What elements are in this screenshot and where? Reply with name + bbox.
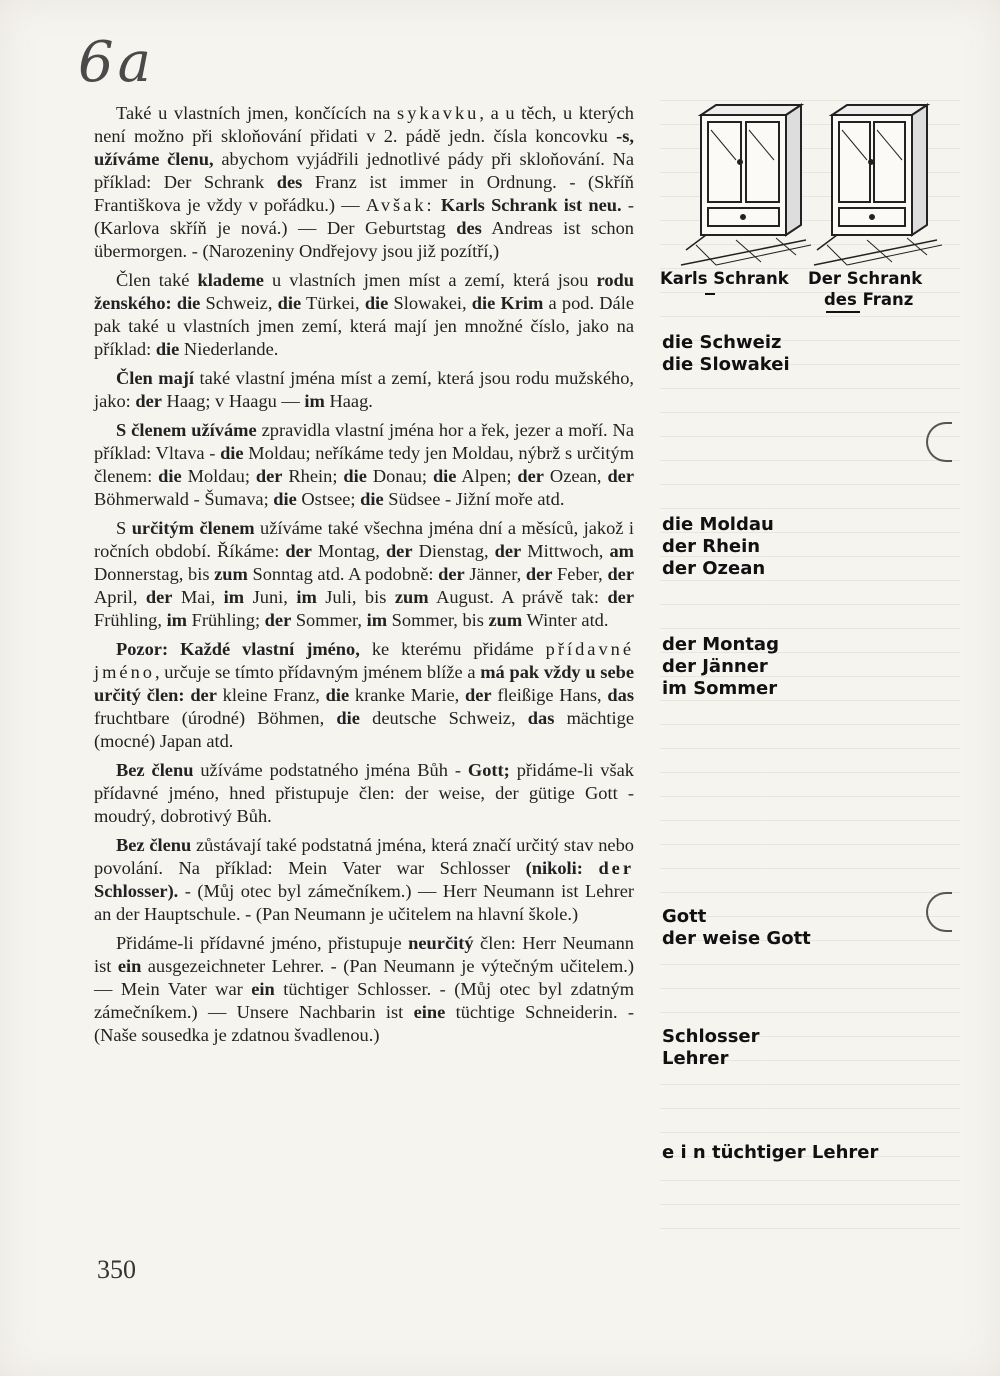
wardrobe-illustration-karls bbox=[676, 100, 816, 270]
paragraph bbox=[94, 759, 634, 828]
text-run: Donau; bbox=[366, 466, 433, 486]
paragraph bbox=[94, 638, 634, 753]
text-run: Karls Schrank ist neu. bbox=[440, 195, 622, 215]
text-run: eine bbox=[413, 1002, 446, 1022]
text-run: rodu ženského: bbox=[94, 270, 634, 313]
text-run: Juli, bis bbox=[316, 587, 395, 607]
text-run: der bbox=[135, 391, 162, 411]
text-run: mächtige (mocné) Japan atd. bbox=[94, 708, 634, 751]
text-run: Juni, bbox=[244, 587, 297, 607]
text-run: Schlosser). bbox=[94, 881, 179, 901]
example-line: der Ozean bbox=[662, 558, 766, 579]
text-run: Přidáme-li přídavné jméno, přistupuje bbox=[116, 933, 409, 953]
text-run: - (Karlova skříň je nová.) — Der Geburtstag bbox=[94, 195, 634, 238]
text-run: abychom vyjádřili jednotlivé pády při skloňování. Na příklad: Der Schrank bbox=[94, 149, 634, 192]
text-run: die bbox=[158, 466, 182, 486]
text-run: zum bbox=[394, 587, 429, 607]
text-run: Rhein; bbox=[282, 466, 344, 486]
wardrobe-illustration-franz bbox=[812, 100, 952, 270]
text-run: S členem užíváme bbox=[116, 420, 257, 440]
text-run: Mai, bbox=[172, 587, 224, 607]
paragraph bbox=[94, 517, 634, 632]
example-line: im Sommer bbox=[662, 678, 778, 699]
text-run: im bbox=[166, 610, 187, 630]
text-run: der bbox=[285, 541, 312, 561]
text-run: klademe bbox=[197, 270, 264, 290]
text-run: zum bbox=[214, 564, 248, 584]
text-run: Böhmerwald - Šumava; bbox=[94, 489, 274, 509]
caption-karls-schrank: Karls Schrank bbox=[660, 269, 789, 288]
text-run: im bbox=[304, 391, 325, 411]
text-run: die bbox=[176, 293, 201, 313]
example-line: Schlosser bbox=[662, 1026, 760, 1047]
example-line: die Schweiz bbox=[662, 332, 782, 353]
example-line: der weise Gott bbox=[662, 928, 811, 949]
text-run: u vlastních jmen míst a zemí, která jsou bbox=[263, 270, 597, 290]
text-run: der bbox=[385, 541, 413, 561]
text-run: ausgezeichneter Lehrer. - (Pan Neumann je výtečným učitelem.) — Mein Vater war bbox=[94, 956, 634, 999]
text-run: Gott; bbox=[467, 760, 510, 780]
example-line: die Slowakei bbox=[662, 354, 790, 375]
examples-gott bbox=[662, 906, 811, 950]
text-run: Sommer, bis bbox=[387, 610, 489, 630]
text-run: deutsche Schweiz, bbox=[359, 708, 528, 728]
text-run: Moldau; bbox=[181, 466, 256, 486]
text-run: der bbox=[464, 685, 492, 705]
paragraph bbox=[94, 834, 634, 926]
text-run: das bbox=[527, 708, 555, 728]
text-run: Jänner, bbox=[464, 564, 526, 584]
examples-professions bbox=[662, 1026, 760, 1070]
text-run: der bbox=[607, 564, 634, 584]
text-run: im bbox=[366, 610, 388, 630]
examples-days-months bbox=[662, 634, 779, 700]
text-run: die Krim bbox=[471, 293, 544, 313]
text-run: také vlastní jména míst a zemí, která jsou rodu mužského, jako: bbox=[94, 368, 634, 411]
text-run: Schweiz, bbox=[200, 293, 278, 313]
example-line: der Jänner bbox=[662, 656, 768, 677]
page-number: 350 bbox=[97, 1255, 136, 1284]
text-run: přídavné jméno bbox=[94, 639, 634, 682]
examples-feminine-countries bbox=[662, 332, 790, 376]
text-run: sykavku bbox=[397, 103, 480, 123]
text-run: im bbox=[296, 587, 317, 607]
text-run: der bbox=[598, 858, 634, 878]
example-line: der Montag bbox=[662, 634, 779, 655]
text-run: -s, užíváme členu, bbox=[94, 126, 634, 169]
paragraph bbox=[94, 932, 634, 1047]
text-run: Südsee - Jižní moře atd. bbox=[383, 489, 565, 509]
text-run: Mittwoch, bbox=[521, 541, 610, 561]
text-run: Haag; v Haagu — bbox=[161, 391, 305, 411]
text-run: die bbox=[360, 489, 384, 509]
text-run: - (Můj otec byl zámečníkem.) — Herr Neumann ist Lehrer an der Hauptschule. - (Pan Neumann je učitelem na hlavní škole.) bbox=[94, 881, 634, 924]
paragraph bbox=[94, 269, 634, 361]
text-run: Ostsee; bbox=[296, 489, 361, 509]
text-run: užíváme podstatného jména Bůh - bbox=[193, 760, 468, 780]
text-run: ein bbox=[117, 956, 142, 976]
text-run: S bbox=[116, 518, 132, 538]
text-run: Franz ist immer in Ordnung. - (Skříň Františkova je vždy v pořádku.) — bbox=[94, 172, 634, 215]
example-line: die Moldau bbox=[662, 514, 774, 535]
text-run: Slowakei, bbox=[388, 293, 472, 313]
text-run: fruchtbare (úrodné) Böhmen, bbox=[94, 708, 337, 728]
caption-underline-karls bbox=[705, 293, 715, 295]
text-run: das bbox=[607, 685, 635, 705]
text-run: der bbox=[264, 610, 292, 630]
text-run: die bbox=[277, 293, 302, 313]
paragraph bbox=[94, 419, 634, 511]
text-run: der bbox=[145, 587, 173, 607]
text-run: ein bbox=[251, 979, 275, 999]
text-run: Haag. bbox=[324, 391, 373, 411]
text-run: Pozor: bbox=[116, 639, 169, 659]
text-run: des bbox=[456, 218, 482, 238]
text-run: Niederlande. bbox=[179, 339, 279, 359]
text-run bbox=[168, 639, 180, 659]
text-run: určitým členem bbox=[131, 518, 255, 538]
text-run: der bbox=[525, 564, 553, 584]
caption-underline-des bbox=[826, 311, 860, 313]
text-run: Donnerstag, bis bbox=[94, 564, 215, 584]
text-run: tüchtiger Schlosser. - (Můj otec byl zdatným zámečníkem.) — Unsere Nachbarin ist bbox=[94, 979, 635, 1022]
text-run: der bbox=[438, 564, 465, 584]
text-run: Sommer, bbox=[291, 610, 367, 630]
text-run: Frühling; bbox=[187, 610, 265, 630]
text-run: Sonntag atd. A podobně: bbox=[247, 564, 439, 584]
text-run: die bbox=[273, 489, 297, 509]
text-run: die bbox=[343, 466, 367, 486]
text-run: Člen mají bbox=[116, 368, 195, 388]
paragraph bbox=[94, 102, 634, 263]
example-line: Lehrer bbox=[662, 1048, 729, 1069]
text-run: Feber, bbox=[552, 564, 608, 584]
text-run: Ozean, bbox=[543, 466, 608, 486]
text-run: am bbox=[609, 541, 634, 561]
text-run: Alpen; bbox=[456, 466, 518, 486]
text-run: zum bbox=[488, 610, 523, 630]
text-run: zpravidla vlastní jména hor a řek, jezer a moří. Na příklad: Vltava - bbox=[94, 420, 634, 463]
text-run: přidáme-li však přídavné jméno, hned přistupuje člen: der weise, der gütige Gott - moudrý, dobrotivý Bůh. bbox=[94, 760, 634, 826]
text-run: kranke Marie, bbox=[349, 685, 465, 705]
text-run: die bbox=[432, 466, 457, 486]
caption-des-franz: des Franz bbox=[824, 290, 914, 309]
example-line: e i n tüchtiger Lehrer bbox=[662, 1142, 879, 1163]
main-text-column bbox=[94, 102, 634, 1053]
text-run: neurčitý bbox=[408, 933, 474, 953]
text-run: ke kterému přidáme bbox=[359, 639, 546, 659]
paragraph bbox=[94, 367, 634, 413]
text-run: má pak vždy u sebe určitý člen: bbox=[94, 662, 634, 705]
text-run: Bez členu bbox=[116, 835, 192, 855]
text-run: (nikoli: bbox=[525, 858, 599, 878]
text-run: tüchtige Schneiderin. - (Naše sousedka je zdatnou švadlenou.) bbox=[94, 1002, 634, 1045]
text-run: der bbox=[607, 587, 634, 607]
text-run: die bbox=[325, 685, 350, 705]
text-run: die bbox=[155, 339, 180, 359]
text-run: a pod. Dále pak také u vlastních jmen zemí, která mají jen množné číslo, jako na příklad: bbox=[94, 293, 634, 359]
text-run: Montag, bbox=[311, 541, 386, 561]
text-run: , určuje se tímto přídavným jménem blíže a bbox=[154, 662, 481, 682]
text-run: die bbox=[364, 293, 389, 313]
text-run: August. A právě tak: bbox=[428, 587, 608, 607]
text-run: Frühling, bbox=[94, 610, 167, 630]
text-run: , a u těch, u kterých není možno při skloňování přidati v 2. pádě jedn. čísla koncovku bbox=[94, 103, 634, 146]
text-run: April, bbox=[94, 587, 146, 607]
text-run: Každé vlastní jméno, bbox=[180, 639, 360, 659]
example-line: Gott bbox=[662, 906, 707, 927]
text-run: zůstávají také podstatná jména, která značí určitý stav nebo povolání. Na příklad: Mein Vater war Schlosser bbox=[94, 835, 634, 878]
examples-rivers-seas bbox=[662, 514, 774, 580]
text-run: die bbox=[220, 443, 244, 463]
text-run: der bbox=[607, 466, 634, 486]
text-run: Winter atd. bbox=[522, 610, 609, 630]
text-run: der bbox=[190, 685, 217, 705]
text-run: Člen také bbox=[116, 270, 198, 290]
text-run: die bbox=[336, 708, 360, 728]
text-run: Türkei, bbox=[301, 293, 365, 313]
text-run: člen: Herr Neumann ist bbox=[94, 933, 634, 976]
text-run: der bbox=[517, 466, 544, 486]
text-run: des bbox=[276, 172, 303, 192]
text-run: Avšak: bbox=[365, 195, 435, 215]
text-run: im bbox=[223, 587, 245, 607]
text-run: der bbox=[255, 466, 283, 486]
caption-der-schrank: Der Schrank bbox=[808, 269, 923, 288]
examples-indefinite-article bbox=[662, 1142, 878, 1164]
text-run: Andreas ist schon übermorgen. - (Narozeniny Ondřejovy jsou již pozítří,) bbox=[94, 218, 634, 261]
example-line: der Rhein bbox=[662, 536, 761, 557]
text-run: kleine Franz, bbox=[216, 685, 326, 705]
handwritten-page-mark: 6a bbox=[78, 30, 156, 95]
text-run: fleißige Hans, bbox=[491, 685, 608, 705]
text-run: der bbox=[494, 541, 522, 561]
text-run: Dienstag, bbox=[412, 541, 495, 561]
text-run: Také u vlastních jmen, končících na bbox=[116, 103, 398, 123]
text-run: Bez členu bbox=[116, 760, 194, 780]
text-run: Moldau; neříkáme tedy jen Moldau, nýbrž s určitým členem: bbox=[94, 443, 634, 486]
text-run: užíváme také všechna jména dní a měsíců, jakož i ročních období. Říkáme: bbox=[94, 518, 635, 561]
